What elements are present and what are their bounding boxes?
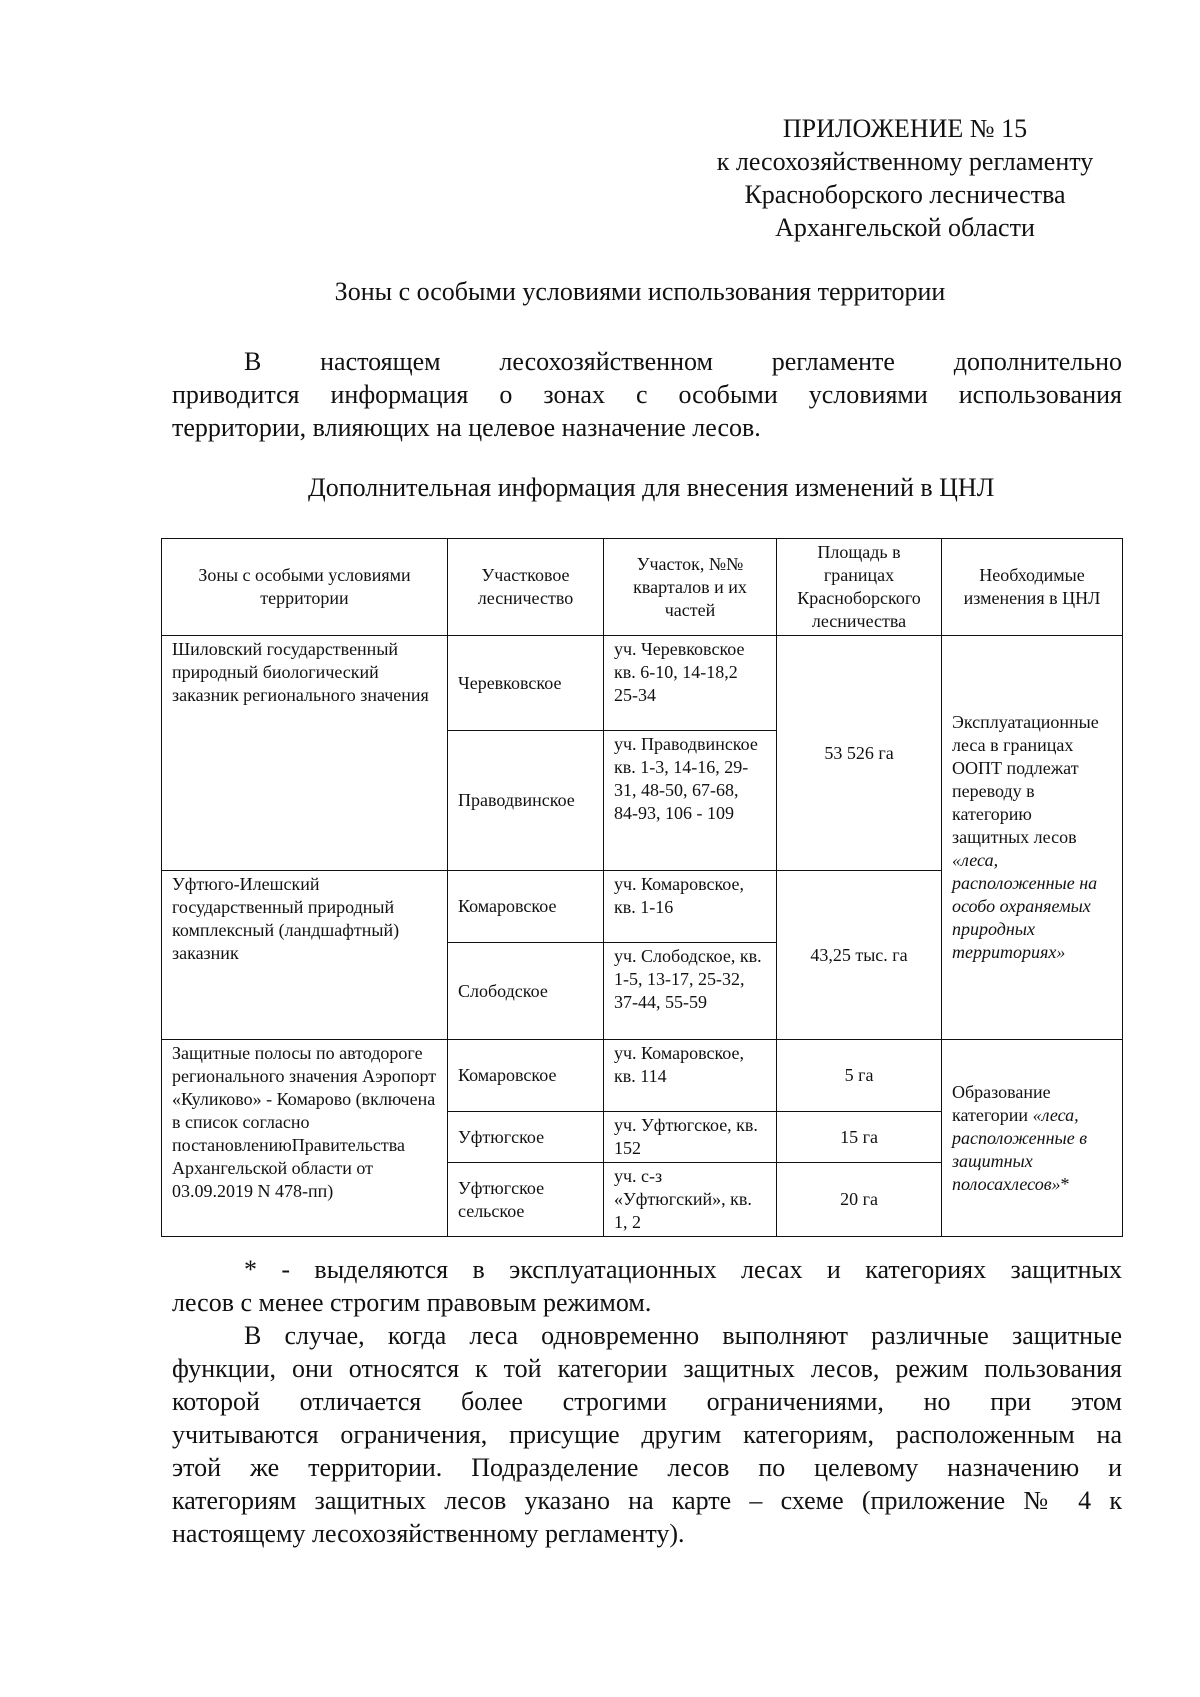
header-zone: Зоны с особыми условиями территории <box>162 539 448 636</box>
forestry-cell: Уфтюгское <box>448 1112 604 1163</box>
forestry-cell: Комаровское <box>448 1040 604 1112</box>
changes-cell <box>942 1040 1123 1237</box>
plot-cell: уч. Черевковское кв. 6-10, 14-18,2 25-34 <box>604 636 777 731</box>
changes-text: Эксплуатационные леса в границах ООПТ подлежат переводу в категорию защитных лесов <box>952 712 1099 847</box>
appendix-forestry: Красноборского лесничества <box>744 180 1066 209</box>
area-cell: 20 га <box>777 1163 942 1237</box>
paragraph-line-5: этой же территории. Подразделение лесов по целевому назначению и <box>172 1453 1122 1482</box>
paragraph-line-1: В случае, когда леса одновременно выполняют различные защитные <box>244 1321 1122 1350</box>
paragraph-line-4: учитываются ограничения, присущие другим категориям, расположенным на <box>172 1420 1122 1449</box>
table-row <box>162 636 1123 731</box>
forestry-cell: Черевковское <box>448 636 604 731</box>
area-cell: 15 га <box>777 1112 942 1163</box>
section-title: Зоны с особыми условиями использования территории <box>334 277 946 306</box>
plot-cell: уч. Слободское, кв. 1-5, 13-17, 25-32, 37-44, 55-59 <box>604 943 777 1040</box>
changes-text: Образование категории <box>952 1081 1051 1125</box>
changes-category: «леса, расположенные в защитных полосахлесов» <box>952 1104 1088 1194</box>
zone-cell: Уфтюго-Илешский государственный природный комплексный (ландшафтный) заказник <box>162 871 448 1040</box>
forestry-cell: Слободское <box>448 943 604 1040</box>
header-forestry: Участковое лесничество <box>448 539 604 636</box>
table-header-row <box>162 539 1123 636</box>
forestry-cell: Праводвинское <box>448 731 604 871</box>
zone-cell: Защитные полосы по автодороге регионального значения Аэропорт «Куликово» - Комарово (включена в список согласно постановлениюПравительства Архангельской области от 03.09.2019 N 478-пп) <box>162 1040 448 1237</box>
plot-cell: уч. с-з «Уфтюгский», кв. 1, 2 <box>604 1163 777 1237</box>
footnote-marker: * <box>1060 1173 1070 1194</box>
plot-cell: уч. Праводвинское кв. 1-3, 14-16, 29-31, 48-50, 67-68, 84-93, 106 - 109 <box>604 731 777 871</box>
paragraph-line-3: которой отличается более строгими ограничениями, но при этом <box>172 1387 1122 1416</box>
changes-category: «леса, расположенные на особо охраняемых природных территориях» <box>952 850 1098 962</box>
footnote-line-1: * - выделяются в эксплуатационных лесах и категориях защитных <box>244 1255 1122 1284</box>
area-cell: 53 526 га <box>777 636 942 871</box>
intro-line-3: территории, влияющих на целевое назначение лесов. <box>172 413 761 442</box>
appendix-header <box>690 112 1120 244</box>
footnote-line-2: лесов с менее строгим правовым режимом. <box>172 1288 652 1317</box>
zones-table <box>161 538 1123 1237</box>
intro-paragraph <box>172 345 1122 444</box>
table-title: Дополнительная информация для внесения изменений в ЦНЛ <box>308 473 995 502</box>
header-area: Площадь в границах Красноборского лесничества <box>777 539 942 636</box>
paragraph-line-6: категориям защитных лесов указано на карте – схеме (приложение № 4 к <box>172 1486 1122 1515</box>
plot-cell: уч. Комаровское, кв. 1-16 <box>604 871 777 943</box>
appendix-region: Архангельской области <box>775 213 1035 242</box>
changes-cell <box>942 636 1123 1040</box>
paragraph-line-7: настоящему лесохозяйственному регламенту). <box>172 1519 685 1548</box>
intro-line-1: В настоящем лесохозяйственном регламенте дополнительно <box>244 347 1122 376</box>
area-cell: 5 га <box>777 1040 942 1112</box>
table-row <box>162 1040 1123 1112</box>
forestry-cell: Комаровское <box>448 871 604 943</box>
appendix-number: ПРИЛОЖЕНИЕ № 15 <box>782 114 1028 143</box>
plot-cell: уч. Комаровское, кв. 114 <box>604 1040 777 1112</box>
header-plot: Участок, №№ кварталов и их частей <box>604 539 777 636</box>
forestry-cell: Уфтюгское сельское <box>448 1163 604 1237</box>
intro-line-2: приводится информация о зонах с особыми условиями использования <box>172 380 1122 409</box>
footnote-section <box>172 1253 1122 1550</box>
paragraph-line-2: функции, они относятся к той категории защитных лесов, режим пользования <box>172 1354 1122 1383</box>
area-cell: 43,25 тыс. га <box>777 871 942 1040</box>
zone-cell: Шиловский государственный природный биологический заказник регионального значения <box>162 636 448 871</box>
header-changes: Необходимые изменения в ЦНЛ <box>942 539 1123 636</box>
plot-cell: уч. Уфтюгское, кв. 152 <box>604 1112 777 1163</box>
appendix-reference: к лесохозяйственному регламенту <box>716 147 1094 176</box>
